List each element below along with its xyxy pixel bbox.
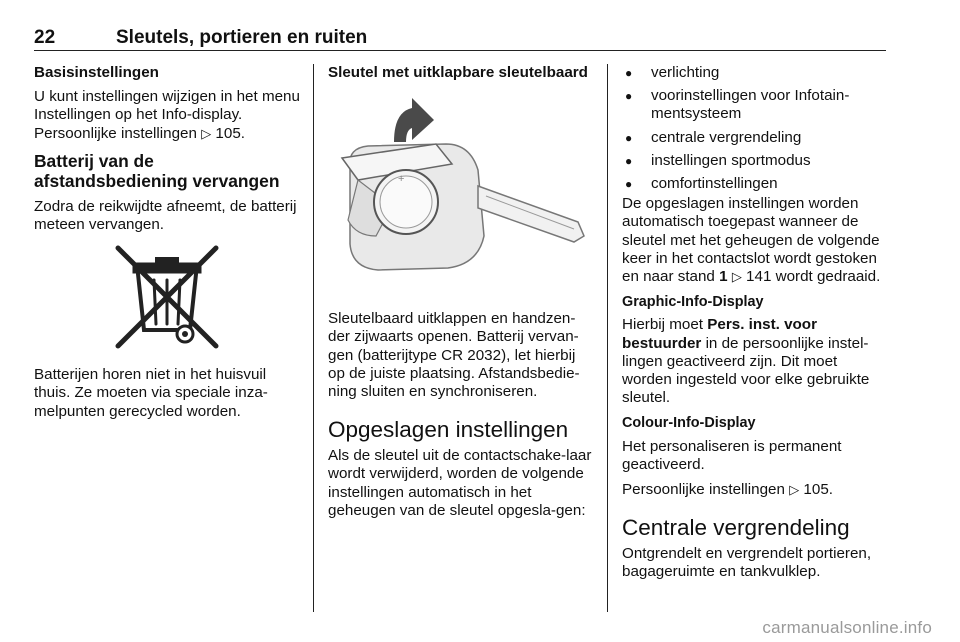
paragraph-graphic-info-display: Hierbij moet Pers. inst. voor bestuurder in de persoonlijke instel-lingen geactiveerd zijn. Dit moet worden ingesteld voor elke gebruikte sleutel. — [622, 316, 870, 407]
list-item: ● verlichting — [622, 64, 888, 82]
column-left — [34, 64, 300, 421]
watermark: carmanualsonline.info — [762, 618, 932, 637]
heading-saved-settings: Opgeslagen instellingen — [328, 417, 569, 443]
paragraph-auto-apply: De opgeslagen instellingen worden automatisch toegepast wanneer de sleutel met het geheugen de volgende keer in het contactslot wordt gestoken en naar stand 1 ▷ 141 wordt gedraaid. — [622, 195, 881, 286]
page-number: 22 — [34, 27, 56, 48]
paragraph-disposal: Batterijen horen niet in het huisvuil thuis. Ze moeten via speciale inza-melpunten gerecycled worden. — [34, 366, 268, 420]
paragraph-battery: Zodra de reikwijdte afneemt, de batterij meteen vervangen. — [34, 197, 297, 234]
paragraph-personal-settings: Persoonlijke instellingen ▷ 105. — [622, 481, 833, 499]
page-reference-icon: ▷ — [731, 269, 742, 285]
page-reference-icon: ▷ — [789, 482, 800, 498]
list-item: ● centrale vergrendeling — [622, 129, 888, 147]
column-divider — [607, 64, 608, 612]
paragraph-key-instructions: Sleutelbaard uitklappen en handzen-der zijwaarts openen. Batterij vervan-gen (batterijtype CR 2032), let hierbij op de juiste plaatsing. Afstandsbedie-ning sluiten en synchroniseren. — [328, 310, 580, 401]
column-middle — [328, 64, 592, 520]
heading-central-locking: Centrale vergrendeling — [622, 515, 850, 541]
list-item: ● comfortinstellingen — [622, 175, 888, 193]
column-right — [622, 64, 888, 582]
heading-colour-info-display: Colour-Info-Display — [622, 415, 756, 432]
crossed-out-wheelie-bin-icon — [34, 242, 300, 354]
page-reference-icon: ▷ — [201, 125, 212, 141]
svg-text:+: + — [398, 173, 405, 186]
column-divider — [313, 64, 314, 612]
paragraph-saved-settings: Als de sleutel uit de contactschake-laar wordt verwijderd, worden de volgende instellingen automatisch in het geheugen van de sleutel opgesla-gen: — [328, 447, 592, 519]
list-item: ● voorinstellingen voor Infotain-mentsysteem — [622, 87, 888, 123]
saved-settings-list — [622, 64, 888, 193]
paragraph-basic-settings: U kunt instellingen wijzigen in het menu Instellingen op het Info-display. Persoonlijke instellingen ▷ 105. — [34, 88, 300, 142]
page-header — [34, 28, 886, 51]
page-title: Sleutels, portieren en ruiten — [116, 27, 368, 48]
paragraph-colour-info-display: Het personaliseren is permanent geactiveerd. — [622, 437, 842, 473]
key-battery-illustration — [328, 86, 592, 298]
paragraph-central-locking: Ontgrendelt en vergrendelt portieren, bagageruimte en tankvulklep. — [622, 545, 872, 581]
list-item: ● instellingen sportmodus — [622, 152, 888, 170]
heading-battery-replacement: Batterij van de afstandsbediening vervangen — [34, 150, 280, 191]
heading-basic-settings: Basisinstellingen — [34, 64, 159, 81]
heading-graphic-info-display: Graphic-Info-Display — [622, 294, 764, 311]
heading-key-foldout: Sleutel met uitklapbare sleutelbaard — [328, 64, 588, 81]
